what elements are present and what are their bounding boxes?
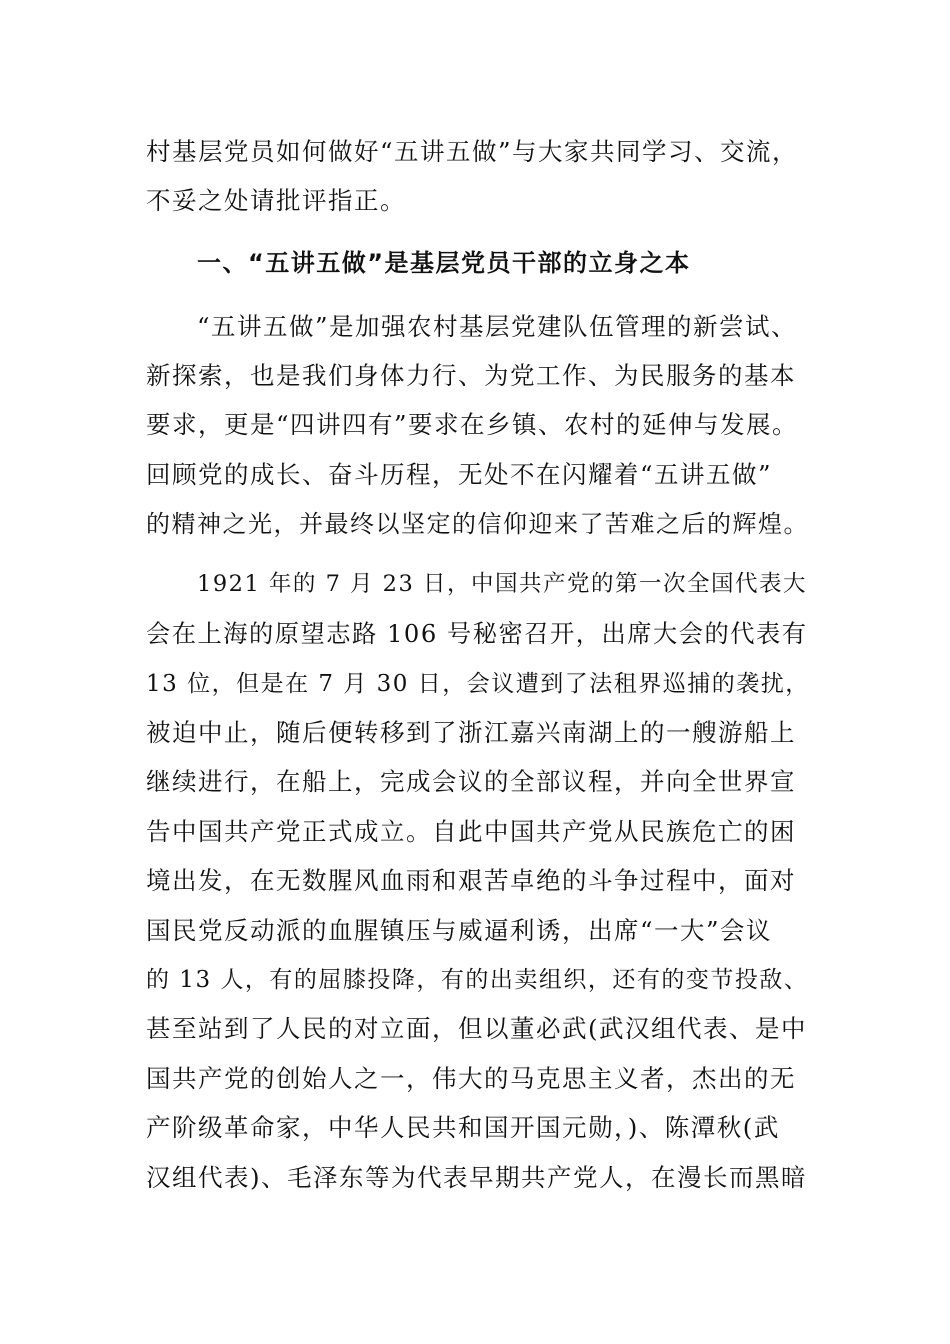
text-line: “五讲五做”是加强农村基层党建队伍管理的新尝试、 [197,312,798,341]
text-line: 1921 年的 7 月 23 日，中国共产党的第一次全国代表大 [197,571,807,597]
text-line: 13 位，但是在 7 月 30 日，会议遭到了法租界巡捕的袭扰， [146,671,810,697]
text-line: 的 13 人，有的屈膝投降，有的出卖组织，还有的变节投敌、 [146,967,809,993]
section-heading: 一、“五讲五做”是基层党员干部的立身之本 [197,249,691,277]
text-line: 汉组代表)、毛泽东等为代表早期共产党人，在漫长而黑暗 [146,1163,808,1192]
text-line: 要求，更是“四讲四有”要求在乡镇、农村的延伸与发展。 [146,410,799,439]
text-line: 新探索，也是我们身体力行、为党工作、为民服务的基本 [146,361,796,390]
text-line: 告中国共产党正式成立。自此中国共产党从民族危亡的困 [146,817,796,846]
text-line: 村基层党员如何做好“五讲五做”与大家共同学习、交流， [146,137,799,166]
text-line: 甚至站到了人民的对立面，但以董必武(武汉组代表、是中 [146,1014,808,1043]
text-line: 会在上海的原望志路 106 号秘密召开，出席大会的代表有 [146,619,808,648]
text-line: 国民党反动派的血腥镇压与威逼利诱，出席“一大”会议 [146,916,773,945]
text-line: 产阶级革命家，中华人民共和国开国元勋，)、陈潭秋(武 [146,1113,780,1142]
text-line: 不妥之处请批评指正。 [146,186,406,215]
text-line: 被迫中止，随后便转移到了浙江嘉兴南湖上的一艘游船上 [146,718,796,747]
text-line: 国共产党的创始人之一，伟大的马克思主义者，杰出的无 [146,1064,796,1093]
text-line: 继续进行，在船上，完成会议的全部议程，并向全世界宣 [146,767,796,796]
text-line: 的精神之光，并最终以坚定的信仰迎来了苦难之后的辉煌。 [146,510,809,538]
text-line: 境出发，在无数腥风血雨和艰苦卓绝的斗争过程中，面对 [146,866,796,895]
text-line: 回顾党的成长、奋斗历程，无处不在闪耀着“五讲五做” [146,460,773,489]
